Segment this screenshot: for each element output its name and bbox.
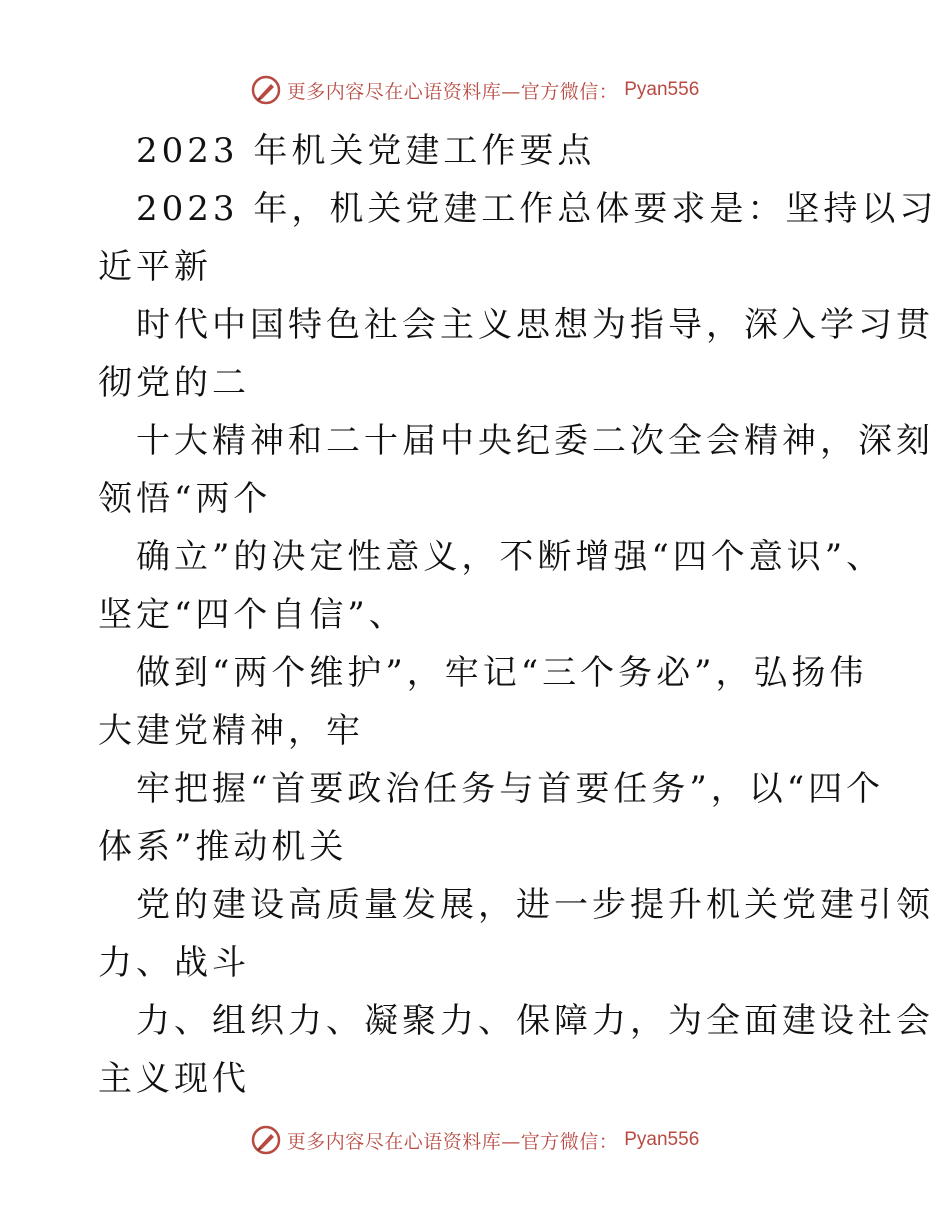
pen-logo-icon bbox=[251, 75, 281, 105]
text-line: 大建党精神，牢 bbox=[98, 711, 364, 751]
paragraph-lines bbox=[98, 180, 938, 1108]
document-body bbox=[98, 122, 938, 1108]
text-line: 彻党的二 bbox=[98, 363, 250, 403]
document-title: 2023 年机关党建工作要点 bbox=[136, 131, 596, 171]
text-line: 党的建设高质量发展，进一步提升机关党建引领 bbox=[136, 885, 934, 925]
text-line: 时代中国特色社会主义思想为指导，深入学习贯 bbox=[136, 305, 934, 345]
text-line: 主义现代 bbox=[98, 1059, 250, 1099]
pen-logo-icon bbox=[251, 1125, 281, 1155]
text-line: 做到“两个维护”，牢记“三个务必”，弘扬伟 bbox=[136, 653, 868, 693]
watermark-header bbox=[0, 70, 950, 110]
text-line: 近平新 bbox=[98, 247, 212, 287]
watermark-text: 更多内容尽在心语资料库—官方微信： bbox=[286, 80, 619, 103]
text-line: 力、战斗 bbox=[98, 943, 250, 983]
text-line: 2023 年，机关党建工作总体要求是：坚持以习 bbox=[136, 189, 938, 229]
text-line: 确立”的决定性意义，不断增强“四个意识”、 bbox=[136, 537, 885, 577]
text-line: 十大精神和二十届中央纪委二次全会精神，深刻 bbox=[136, 421, 934, 461]
watermark-wechat-id: Pyan556 bbox=[624, 1129, 700, 1150]
text-line: 力、组织力、凝聚力、保障力，为全面建设社会 bbox=[136, 1001, 934, 1041]
watermark-text: 更多内容尽在心语资料库—官方微信： bbox=[286, 1130, 619, 1153]
text-line: 领悟“两个 bbox=[98, 479, 272, 519]
text-line: 牢把握“首要政治任务与首要任务”，以“四个 bbox=[136, 769, 885, 809]
watermark-wechat-id: Pyan556 bbox=[624, 79, 700, 100]
text-line: 体系”推动机关 bbox=[98, 827, 348, 867]
text-line: 坚定“四个自信”、 bbox=[98, 595, 407, 635]
watermark-footer bbox=[0, 1120, 950, 1160]
